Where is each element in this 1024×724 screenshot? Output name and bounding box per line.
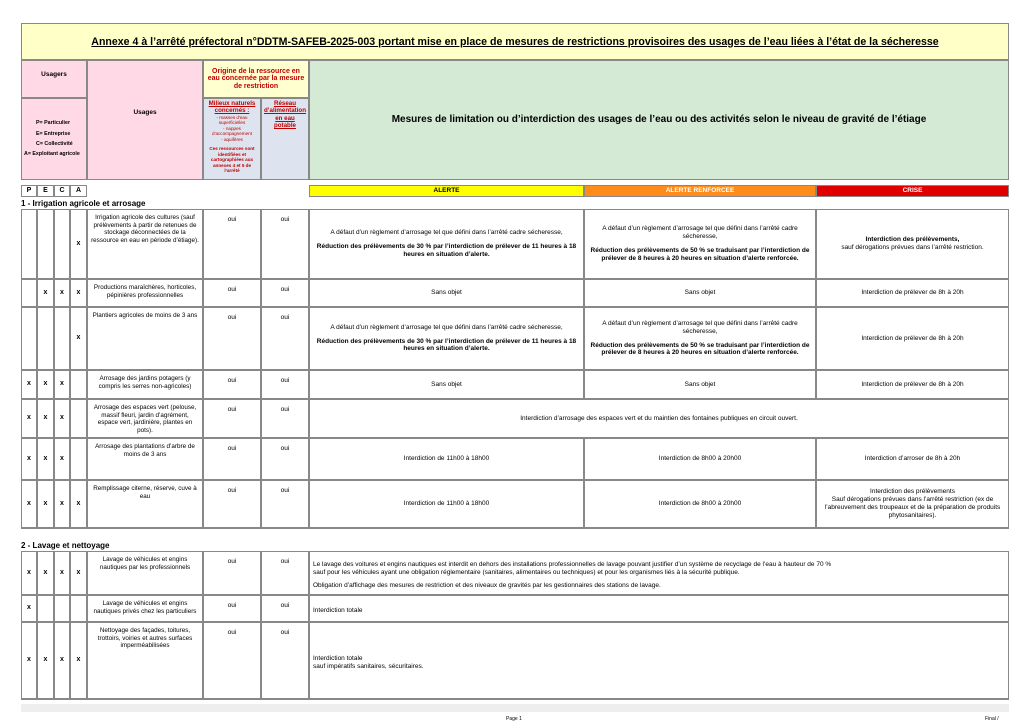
usager-mark-p: x: [21, 480, 37, 528]
footer-version: Final /: [985, 716, 999, 722]
milieux-value: oui: [203, 438, 261, 480]
usage-label: Productions maraîchères, horticoles, pépinières professionnelles: [87, 279, 203, 307]
measure-line: Interdiction de 8h00 à 20h00: [658, 500, 742, 508]
usager-mark-e: x: [37, 279, 54, 307]
measure-line: Sauf dérogations prévues dans l’arrêté restriction (ex de l’abreuvement des troupeaux et de la préparation de produits phytosanitaires).: [824, 496, 1001, 519]
header-reseau: Réseau d’alimentation en eau potable: [261, 98, 309, 180]
col-e: E: [37, 185, 54, 197]
milieux-value: oui: [203, 622, 261, 699]
measure-line: Interdiction des prélèvements,: [865, 236, 960, 244]
legend-p: P= Particulier: [36, 120, 71, 127]
footer-page: Page 1: [506, 716, 522, 722]
usager-mark-p: [21, 209, 37, 279]
header-usagers: Usagers: [21, 60, 87, 98]
usager-mark-e: x: [37, 480, 54, 528]
measure-line: Réduction des prélèvements de 50 % se traduisant par l’interdiction de prélever de 8 heures à 20 heures en situation d’alerte renforcée.: [590, 247, 810, 262]
reseau-value: oui: [261, 438, 309, 480]
usager-mark-e: x: [37, 399, 54, 438]
milieux-value: oui: [203, 595, 261, 622]
measure-alerte: [309, 209, 584, 279]
header-usages: Usages: [87, 60, 203, 180]
header-milieux: [203, 98, 261, 180]
measure-line: Sans objet: [431, 289, 462, 297]
measure-line: Sans objet: [684, 380, 716, 388]
reseau-value: oui: [261, 399, 309, 438]
usager-mark-e: x: [37, 551, 54, 595]
usager-mark-p: x: [21, 438, 37, 480]
reseau-value: oui: [261, 279, 309, 307]
level-alerte: ALERTE: [309, 185, 584, 197]
reseau-value: oui: [261, 551, 309, 595]
header-legend: [21, 98, 87, 180]
section-title: 1 - Irrigation agricole et arrosage: [21, 199, 146, 208]
measure-line: A défaut d’un règlement d’arrosage tel que défini dans l’arrêté cadre sécheresse,: [330, 323, 563, 331]
usager-mark-c: [54, 209, 70, 279]
measure-line: A défaut d’un règlement d’arrosage tel que défini dans l’arrêté cadre sécheresse,: [330, 229, 563, 237]
legend-c: C= Collectivité: [36, 141, 73, 147]
milieux-value: oui: [203, 209, 261, 279]
merged-measure: Interdiction d’arrosage des espaces vert et du maintien des fontaines publiques en circuit ouvert.: [309, 399, 1009, 438]
usage-label: Nettoyage des façades, toitures, trottoirs, voiries et autres surfaces imperméabilisées: [87, 622, 203, 699]
usager-mark-p: x: [21, 595, 37, 622]
milieux-value: oui: [203, 307, 261, 370]
usage-label: Arrosage des plantations d’arbre de moins de 3 ans: [87, 438, 203, 480]
usager-mark-a: [70, 370, 87, 399]
footer-band: [21, 704, 1009, 712]
measure-line: Interdiction d’arroser de 8h à 20h: [864, 455, 961, 463]
reseau-value: oui: [261, 370, 309, 399]
usager-mark-p: [21, 279, 37, 307]
usager-mark-p: x: [21, 622, 37, 699]
usager-mark-p: x: [21, 370, 37, 399]
measure-alerte: [309, 307, 584, 370]
usage-label: Plantiers agricoles de moins de 3 ans: [87, 307, 203, 370]
usager-mark-p: x: [21, 551, 37, 595]
milieux-value: oui: [203, 551, 261, 595]
measure-line: Réduction des prélèvements de 30 % par l’interdiction de prélever de 11 heures à 18 heures en situation d’alerte.: [316, 337, 577, 353]
usager-mark-a: [70, 438, 87, 480]
measure-line: Interdiction des prélèvements: [870, 488, 955, 496]
usage-label: Arrosage des espaces vert (pelouse, massif fleuri, jardin d’agrément, espace vert, jardinière, plantes en pots).: [87, 399, 203, 438]
merged-measure: [309, 595, 1009, 622]
col-p: P: [21, 185, 37, 197]
measure-line: Réduction des prélèvements de 30 % par l’interdiction de prélever de 11 heures à 18 heures en situation d’alerte.: [316, 243, 577, 258]
measure-renforcee: [584, 438, 816, 480]
usager-mark-c: x: [54, 438, 70, 480]
reseau-value: oui: [261, 480, 309, 528]
measure-line: Interdiction de 8h00 à 20h00: [658, 455, 742, 463]
milieux-title: Milieux naturels concernés :: [208, 100, 256, 115]
usager-mark-a: x: [70, 209, 87, 279]
col-c: C: [54, 185, 70, 197]
usager-mark-c: [54, 595, 70, 622]
usager-mark-a: x: [70, 622, 87, 699]
document-title: Annexe 4 à l’arrêté préfectoral n°DDTM-SAFEB-2025-003 portant mise en place de mesures de restrictions provisoires des usages de l’eau liées à l’état de la sécheresse: [21, 23, 1009, 60]
usager-mark-a: x: [70, 307, 87, 370]
measure-crise: [816, 438, 1009, 480]
header-mesures: Mesures de limitation ou d’interdiction des usages de l’eau ou des activités selon le niveau de gravité de l’étiage: [309, 60, 1009, 180]
usager-mark-p: [21, 307, 37, 370]
milieux-item: - masses d'eau superficielles: [216, 114, 248, 126]
usager-mark-e: x: [37, 622, 54, 699]
measure-line: A défaut d’un règlement d’arrosage tel que défini dans l’arrêté cadre sécheresse,: [602, 225, 798, 241]
reseau-value: oui: [261, 307, 309, 370]
measure-renforcee: [584, 209, 816, 279]
measure-line: Le lavage des voitures et engins nautiques est interdit en dehors des installations professionnelles de lavage pouvant justifier d’un système de recyclage de l’eau à hauteur de 70 %: [313, 560, 832, 568]
measure-crise: [816, 370, 1009, 399]
usager-mark-a: [70, 399, 87, 438]
usager-mark-a: x: [70, 551, 87, 595]
measure-line: Sans objet: [684, 289, 716, 297]
level-alerte-renforcee: ALERTE RENFORCEE: [584, 185, 816, 197]
col-a: A: [70, 185, 87, 197]
usage-label: Arrosage des jardins potagers (y compris les serres non-agricoles): [87, 370, 203, 399]
usager-mark-e: x: [37, 438, 54, 480]
milieux-value: oui: [203, 279, 261, 307]
usager-mark-a: x: [70, 279, 87, 307]
measure-crise: [816, 307, 1009, 370]
measure-crise: [816, 209, 1009, 279]
milieux-value: oui: [203, 399, 261, 438]
usager-mark-c: x: [54, 480, 70, 528]
measure-line: Interdiction de 11h00 à 18h00: [403, 455, 490, 463]
measure-line: Sans objet: [431, 380, 462, 388]
measure-crise: [816, 279, 1009, 307]
measure-renforcee: [584, 480, 816, 528]
measure-alerte: [309, 279, 584, 307]
table-bottom-border: [21, 528, 1009, 531]
usager-mark-p: x: [21, 399, 37, 438]
table-bottom-border: [21, 699, 1009, 702]
usager-mark-e: [37, 209, 54, 279]
usage-label: Remplissage citerne, réserve, cuve à eau: [87, 480, 203, 528]
measure-line: sauf dérogations prévues dans l’arrêté restriction.: [841, 244, 984, 251]
measure-alerte: [309, 480, 584, 528]
measure-line: Réduction des prélèvements de 50 % se traduisant par l’interdiction de prélever de 8 heures à 20 heures en situation d’alerte renforcée.: [590, 341, 810, 357]
merged-measure: [309, 551, 1009, 595]
measure-line: Interdiction de prélever de 8h à 20h: [861, 334, 964, 342]
usager-mark-e: [37, 307, 54, 370]
measure-line: Interdiction de prélever de 8h à 20h: [861, 380, 964, 388]
legend-a: A= Exploitant agricole: [24, 151, 80, 158]
usager-mark-e: x: [37, 370, 54, 399]
usager-mark-c: x: [54, 622, 70, 699]
measure-alerte: [309, 438, 584, 480]
usager-mark-e: [37, 595, 54, 622]
level-crise: CRISE: [816, 185, 1009, 197]
reseau-value: oui: [261, 622, 309, 699]
reseau-value: oui: [261, 209, 309, 279]
measure-renforcee: [584, 370, 816, 399]
measure-line: Interdiction de prélever de 8h à 20h: [861, 289, 964, 297]
usage-label: Irrigation agricole des cultures (sauf prélèvements à partir de retenues de stockage déconnectées de la ressource en eau en période d’étiage).: [87, 209, 203, 279]
measure-crise: [816, 480, 1009, 528]
reseau-value: oui: [261, 595, 309, 622]
usage-label: Lavage de véhicules et engins nautiques privés chez les particuliers: [87, 595, 203, 622]
usager-mark-c: [54, 307, 70, 370]
usage-label: Lavage de véhicules et engins nautiques par les professionnels: [87, 551, 203, 595]
measure-line: sauf pour les véhicules ayant une obligation réglementaire (sanitaires, alimentaires ou techniques) et pour les organismes liés à la sécurité publique.: [313, 568, 740, 576]
usager-mark-c: x: [54, 399, 70, 438]
section-title: 2 - Lavage et nettoyage: [21, 541, 110, 550]
measure-renforcee: [584, 279, 816, 307]
milieux-note: Ces ressources sont identifiées et cartographiées aux annexes 4 et 5 de l’arrêté: [209, 146, 255, 174]
legend-e: E= Entreprise: [36, 130, 71, 137]
measure-line: Obligation d’affichage des mesures de restriction et des niveaux de gravités par les gestionnaires des stations de lavage.: [313, 582, 661, 590]
measure-line: A défaut d’un règlement d’arrosage tel que défini dans l’arrêté cadre sécheresse,: [602, 319, 798, 335]
measure-line: sauf impératifs sanitaires, sécuritaires.: [313, 663, 424, 670]
measure-alerte: [309, 370, 584, 399]
usager-mark-c: x: [54, 370, 70, 399]
usager-mark-a: [70, 595, 87, 622]
milieux-item: - aquifères: [221, 136, 243, 142]
milieux-item: - nappes d'accompagnement: [212, 125, 252, 137]
milieux-value: oui: [203, 480, 261, 528]
measure-line: Interdiction de 11h00 à 18h00: [403, 500, 490, 508]
header-origine: Origine de la ressource en eau concernée par la mesure de restriction: [203, 60, 309, 98]
usager-mark-c: x: [54, 551, 70, 595]
merged-measure: [309, 622, 1009, 699]
milieux-value: oui: [203, 370, 261, 399]
measure-renforcee: [584, 307, 816, 370]
usager-mark-c: x: [54, 279, 70, 307]
measure-line: Interdiction totale: [313, 655, 363, 663]
measure-line: Interdiction totale: [313, 607, 363, 615]
usager-mark-a: x: [70, 480, 87, 528]
